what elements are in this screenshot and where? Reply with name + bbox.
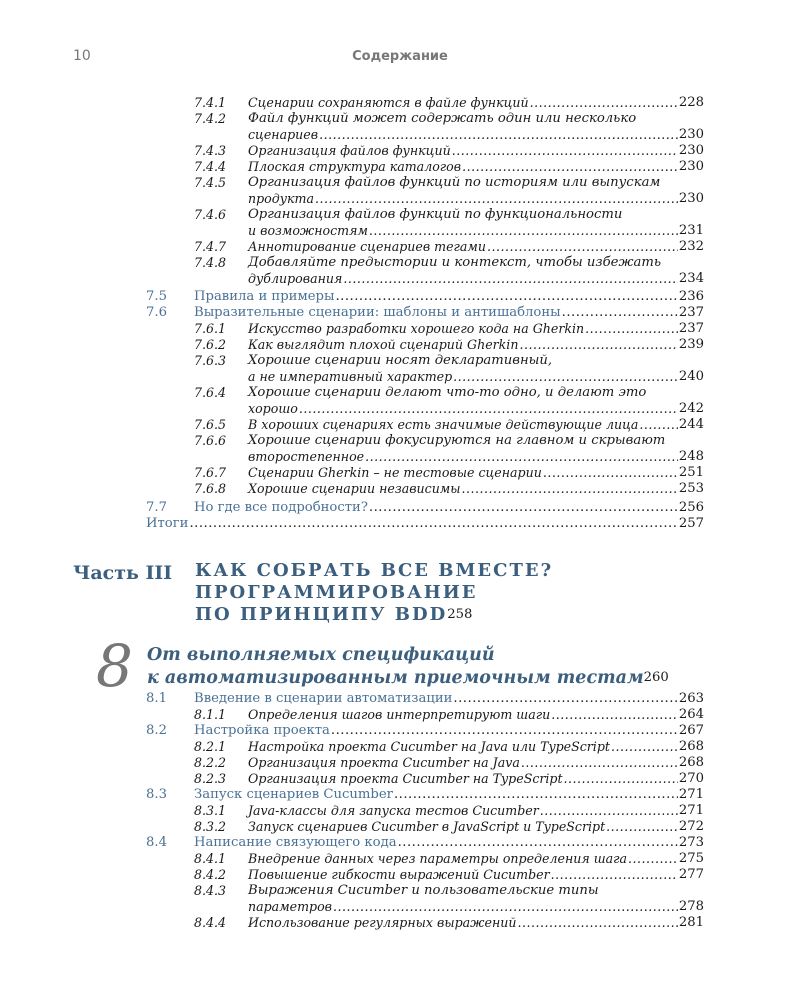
dot-leader [487, 239, 678, 255]
toc-subsection-number: 8.4.2 [194, 867, 227, 882]
toc-page-number: 232 [678, 239, 704, 254]
toc-page-number: 271 [678, 787, 704, 802]
toc-entry-chapter-8[interactable] [147, 667, 704, 689]
toc-entry-8-1-1[interactable] [248, 707, 704, 723]
toc-page-number: 271 [678, 803, 704, 818]
toc-subsection-number: 7.6.7 [194, 465, 227, 480]
toc-subsection-number: 7.6.6 [194, 433, 227, 448]
toc-section-number: 7.5 [146, 289, 167, 304]
toc-entry-title: Настройка проекта [194, 723, 330, 738]
toc-entry-title-line: Организация файлов функций по функциональности [248, 207, 623, 222]
page-number: 10 [73, 48, 91, 64]
toc-entry-7-6-6[interactable] [248, 449, 704, 465]
toc-entry-8-1[interactable] [194, 691, 704, 707]
toc-page-number: 275 [678, 851, 704, 866]
toc-entry-title: В хороших сценариях есть значимые действующие лица [248, 417, 639, 432]
toc-section-number: 8.3 [146, 787, 167, 802]
toc-entry-8-4[interactable] [194, 835, 704, 851]
toc-page-number: 268 [678, 755, 704, 770]
toc-page-number: 244 [678, 417, 704, 432]
toc-entry-7-6-1[interactable] [248, 321, 704, 337]
chapter-title-line: От выполняемых спецификаций [147, 645, 495, 665]
toc-entry-8-3-2[interactable] [248, 819, 704, 835]
toc-entry-title-line: Хорошие сценарии делают что-то одно, и делают это [248, 385, 647, 400]
dot-leader [365, 449, 678, 465]
toc-entry-7-6-8[interactable] [248, 481, 704, 497]
toc-entry-7-4-6[interactable] [248, 223, 704, 239]
toc-subsection-number: 8.4.4 [194, 915, 227, 930]
toc-page-number: 264 [678, 707, 704, 722]
toc-entry-8-3-1[interactable] [248, 803, 704, 819]
part-title-line: КАК СОБРАТЬ ВСЕ ВМЕСТЕ? [195, 560, 554, 581]
toc-entry-title: и возможностям [248, 223, 368, 238]
toc-subsection-number: 7.6.3 [194, 353, 227, 368]
toc-entry-7-6[interactable] [194, 305, 704, 321]
toc-page-number: 230 [678, 143, 704, 158]
dot-leader [611, 739, 678, 755]
dot-leader [530, 95, 678, 111]
toc-subsection-number: 7.6.1 [194, 321, 227, 336]
toc-entry-title: Выразительные сценарии: шаблоны и антишаблоны [194, 305, 561, 320]
toc-entry-8-4-3[interactable] [248, 899, 704, 915]
toc-subsection-number: 7.4.1 [194, 95, 227, 110]
toc-page-number: 236 [678, 289, 704, 304]
dot-leader [551, 867, 678, 883]
toc-subsection-number: 8.4.3 [194, 883, 227, 898]
toc-entry-title: Итоги [146, 516, 189, 531]
dot-leader [453, 691, 677, 707]
toc-entry-title: а не императивный характер [248, 369, 453, 384]
running-head: Содержание [352, 49, 448, 64]
dot-leader [333, 899, 678, 915]
toc-page-number: 278 [678, 899, 704, 914]
toc-subsection-number: 7.4.8 [194, 255, 227, 270]
toc-page-number: 257 [678, 516, 704, 531]
toc-entry-title: Запуск сценариев Cucumber [194, 787, 393, 802]
toc-section-number: 8.1 [146, 691, 167, 706]
toc-entry-7-4-4[interactable] [248, 159, 704, 175]
toc-entry-title: хорошо [248, 401, 298, 416]
toc-subsection-number: 8.3.1 [194, 803, 227, 818]
toc-entry-title: сценариев [248, 127, 319, 142]
dot-leader [562, 305, 678, 321]
toc-entry-7-5[interactable] [194, 289, 704, 305]
dot-leader [628, 851, 678, 867]
toc-page-number: 230 [678, 159, 704, 174]
toc-entry-title-line: Выражения Cucumber и пользовательские типы [248, 883, 599, 898]
toc-page-number: 273 [678, 835, 704, 850]
toc-page-number: 251 [678, 465, 704, 480]
toc-entry-title-line: Хорошие сценарии фокусируются на главном и скрывают [248, 433, 666, 448]
toc-entry-8-4-4[interactable] [248, 915, 704, 931]
toc-page-number: 253 [678, 481, 704, 496]
toc-entry-title: Определения шагов интерпретируют шаги [248, 707, 551, 722]
toc-entry-title-line: Хорошие сценарии носят декларативный, [248, 353, 553, 368]
toc-entry-title: продукта [248, 191, 315, 206]
toc-entry-title: Повышение гибкости выражений Cucumber [248, 867, 550, 882]
dot-leader [398, 835, 678, 851]
toc-entry-title: Организация проекта Cucumber на TypeScript [248, 771, 563, 786]
toc-entry-title: Сценарии сохраняются в файле функций [248, 95, 529, 110]
toc-entry-8-2-1[interactable] [248, 739, 704, 755]
dot-leader [564, 771, 678, 787]
dot-leader [189, 516, 677, 532]
dot-leader [331, 723, 678, 739]
toc-page-number: 242 [678, 401, 704, 416]
toc-entry-7-6-7[interactable] [248, 465, 704, 481]
toc-page-number: 263 [678, 691, 704, 706]
chapter-number: 8 [96, 632, 133, 700]
toc-entry-title: дублирования [248, 271, 343, 286]
toc-page-number: 237 [678, 321, 704, 336]
toc-entry-7-4-2[interactable] [248, 127, 704, 143]
toc-page-number: 230 [678, 127, 704, 142]
toc-subsection-number: 8.4.1 [194, 851, 227, 866]
toc-entry-7-4-8[interactable] [248, 271, 704, 287]
toc-entry-title: Java-классы для запуска тестов Cucumber [248, 803, 539, 818]
toc-entry-title: Хорошие сценарии независимы [248, 481, 461, 496]
dot-leader [299, 401, 678, 417]
toc-entry-title: Внедрение данных через параметры определения шага [248, 851, 627, 866]
toc-page-number: 281 [678, 915, 704, 930]
toc-section-number: 7.7 [146, 500, 167, 515]
part-title-line: ПО ПРИНЦИПУ BDD [195, 604, 448, 625]
toc-entry-8-4-2[interactable] [248, 867, 704, 883]
toc-entry-7-6-3[interactable] [248, 369, 704, 385]
toc-entry-title: второстепенное [248, 449, 365, 464]
toc-subsection-number: 7.4.2 [194, 111, 227, 126]
toc-page-number: 230 [678, 191, 704, 206]
dot-leader [462, 481, 678, 497]
dot-leader [606, 819, 678, 835]
toc-subsection-number: 8.2.3 [194, 771, 227, 786]
toc-page-number: 277 [678, 867, 704, 882]
dot-leader [343, 271, 677, 287]
dot-leader [315, 191, 678, 207]
toc-entry-title: параметров [248, 899, 332, 914]
toc-entry-title-line: Добавляйте предыстории и контекст, чтобы избежать [248, 255, 662, 270]
toc-page-number: 267 [678, 723, 704, 738]
dot-leader [639, 417, 677, 433]
toc-entry-summary[interactable] [146, 516, 704, 532]
toc-subsection-number: 8.2.1 [194, 739, 227, 754]
toc-entry-title-line: Организация файлов функций по историям или выпускам [248, 175, 661, 190]
toc-subsection-number: 8.3.2 [194, 819, 227, 834]
toc-entry-7-7[interactable] [194, 500, 704, 516]
toc-entry-title: Но где все подробности? [194, 500, 368, 515]
toc-subsection-number: 8.1.1 [194, 707, 227, 722]
toc-page-number: 258 [447, 607, 473, 622]
toc-page-number: 256 [678, 500, 704, 515]
dot-leader [369, 500, 678, 516]
toc-entry-title: Написание связующего кода [194, 835, 397, 850]
toc-entry-title: Сценарии Gherkin – не тестовые сценарии [248, 465, 542, 480]
toc-subsection-number: 7.4.6 [194, 207, 227, 222]
toc-entry-8-2[interactable] [194, 723, 704, 739]
toc-entry-title: Организация файлов функций [248, 143, 451, 158]
dot-leader [394, 787, 678, 803]
toc-entry-7-6-2[interactable] [248, 337, 704, 353]
dot-leader [517, 915, 677, 931]
toc-entry-part-3[interactable] [195, 604, 704, 626]
toc-entry-7-6-5[interactable] [248, 417, 704, 433]
part-label: Часть III [73, 562, 173, 584]
dot-leader [543, 465, 678, 481]
dot-leader [551, 707, 678, 723]
toc-entry-title: Запуск сценариев Cucumber в JavaScript и TypeScript [248, 819, 606, 834]
toc-entry-title-line: Файл функций может содержать один или несколько [248, 111, 637, 126]
part-title-line: ПРОГРАММИРОВАНИЕ [195, 582, 478, 603]
toc-section-number: 8.2 [146, 723, 167, 738]
toc-page-number: 240 [678, 369, 704, 384]
toc-entry-7-4-5[interactable] [248, 191, 704, 207]
dot-leader [540, 803, 678, 819]
toc-page-number: 239 [678, 337, 704, 352]
toc-entry-7-6-4[interactable] [248, 401, 704, 417]
toc-section-number: 7.6 [146, 305, 167, 320]
toc-subsection-number: 7.4.5 [194, 175, 227, 190]
toc-entry-7-4-3[interactable] [248, 143, 704, 159]
toc-page-number: 268 [678, 739, 704, 754]
toc-entry-7-4-1[interactable] [248, 95, 704, 111]
toc-entry-7-4-7[interactable] [248, 239, 704, 255]
toc-entry-title: Использование регулярных выражений [248, 915, 517, 930]
toc-page-number: 231 [678, 223, 704, 238]
toc-entry-8-4-1[interactable] [248, 851, 704, 867]
toc-entry-8-3[interactable] [194, 787, 704, 803]
dot-leader [319, 127, 678, 143]
toc-entry-title: Настройка проекта Cucumber на Java или TypeScript [248, 739, 610, 754]
toc-subsection-number: 7.4.7 [194, 239, 227, 254]
toc-page-number: 248 [678, 449, 704, 464]
dot-leader [519, 337, 677, 353]
dot-leader [453, 369, 678, 385]
toc-entry-title: Искусство разработки хорошего кода на Gherkin [248, 321, 585, 336]
toc-page-number: 237 [678, 305, 704, 320]
toc-page-number: 234 [678, 271, 704, 286]
toc-entry-title: Плоская структура каталогов [248, 159, 462, 174]
toc-entry-8-2-3[interactable] [248, 771, 704, 787]
dot-leader [452, 143, 678, 159]
toc-entry-8-2-2[interactable] [248, 755, 704, 771]
dot-leader [585, 321, 678, 337]
toc-subsection-number: 7.6.2 [194, 337, 227, 352]
toc-page-number: 260 [643, 670, 669, 685]
toc-subsection-number: 7.4.3 [194, 143, 227, 158]
toc-entry-title: Правила и примеры [194, 289, 335, 304]
dot-leader [335, 289, 677, 305]
dot-leader [521, 755, 678, 771]
toc-page-number: 270 [678, 771, 704, 786]
toc-section-number: 8.4 [146, 835, 167, 850]
toc-page-number: 272 [678, 819, 704, 834]
toc-entry-title: Введение в сценарии автоматизации [194, 691, 453, 706]
toc-subsection-number: 7.6.8 [194, 481, 227, 496]
toc-entry-title: Как выглядит плохой сценарий Gherkin [248, 337, 519, 352]
dot-leader [462, 159, 678, 175]
toc-subsection-number: 7.6.5 [194, 417, 227, 432]
toc-subsection-number: 7.4.4 [194, 159, 227, 174]
toc-entry-title: Организация проекта Cucumber на Java [248, 755, 520, 770]
chapter-title-line: к автоматизированным приемочным тестам [147, 668, 644, 688]
toc-entry-title: Аннотирование сценариев тегами [248, 239, 486, 254]
dot-leader [369, 223, 678, 239]
toc-subsection-number: 8.2.2 [194, 755, 227, 770]
toc-page-number: 228 [678, 95, 704, 110]
toc-subsection-number: 7.6.4 [194, 385, 227, 400]
